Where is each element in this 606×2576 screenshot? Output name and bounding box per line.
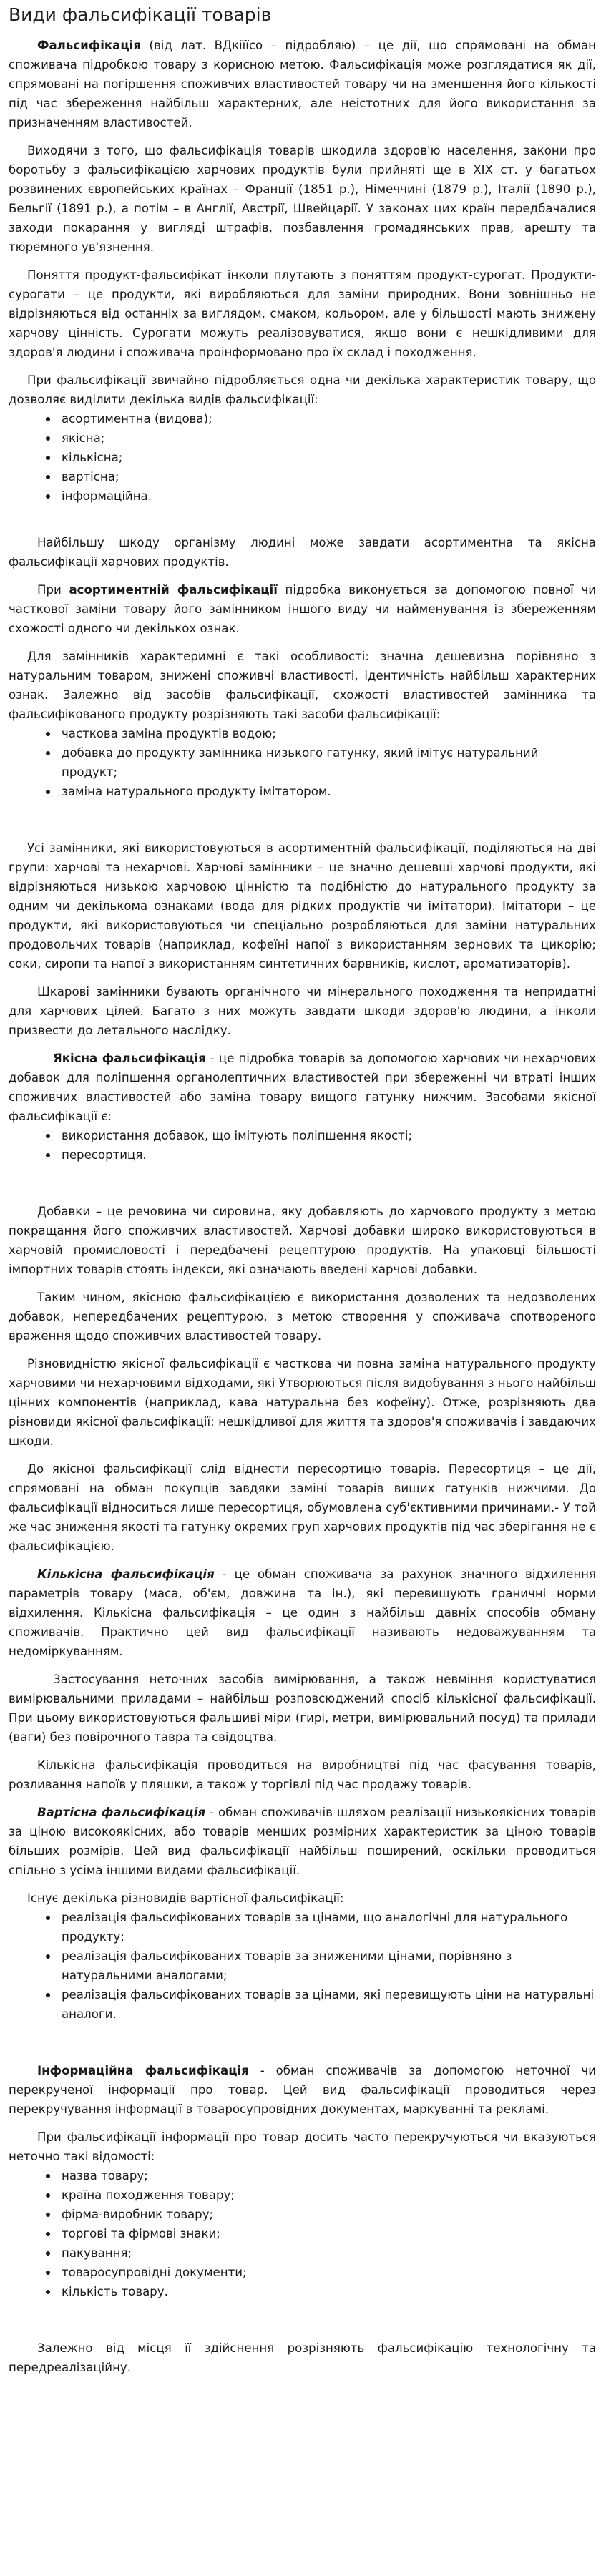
- paragraph-text: (від лат. ВДкіїїсо – підробляю) – це дії, що спрямовані на обман споживача підробкою товару з корисною метою. Фальсифікація може розглядатися як дії, спрямовані на погіршення споживчих властивостей товару чи на зменшення його кількості під час збереження найбільш характерних, але неістотних для його використання за призначенням властивостей.: [9, 39, 596, 129]
- list-info-details: [9, 2166, 596, 2301]
- paragraph-text: При: [37, 583, 69, 597]
- list-item: заміна натурального продукту імітатором.: [62, 782, 596, 801]
- list-item: часткова заміна продуктів водою;: [62, 724, 596, 743]
- list-item: країна походження товару;: [62, 2185, 596, 2205]
- paragraph-surrogates: Поняття продукт-фальсифікат інколи плутають з поняттям продукт-сурогат. Продукти-сурогати – це продукти, які виробляються для заміни природних. Вони зовнішньо не відрізняються від останніх за виглядом, смаком, кольором, але у більшості мають знижену харчову цінність. Сурогати можуть реалізовуватися, якщо вони є нешкідливими для здоров'я людини і споживача проінформовано про їх склад і походження.: [9, 268, 596, 359]
- list-item: назва товару;: [62, 2166, 596, 2185]
- list-falsification-types: [9, 409, 596, 506]
- paragraph-info: [9, 2061, 596, 2119]
- paragraph-harmful-substitutes: Шкарові замінники бувають органічного чи мінерального походження та непридатні для харчових цілей. Багато з них можуть завдати шкоди здоров'ю людини, а інколи призвести до летального наслідку.: [9, 985, 596, 1037]
- paragraph-quality-variety: Різновидністю якісної фальсифікації є часткова чи повна заміна натурального продукту харчовими чи нехарчовими відходами, які Утворюються після видобування з нього найбільш цінних компонентів (наприклад, кава натуральна без кофеїну). Отже, розрізняють два різновиди якісної фальсифікації: нешкідливої для життя та здоров'я споживачів і завдаючих шкоди.: [9, 1357, 596, 1448]
- paragraph-conclusion: Залежно від місця її здійснення розрізняють фальсифікацію технологічну та передреалізаційну.: [9, 2341, 596, 2374]
- paragraph-additives: Добавки – це речовина чи сировина, яку добавляють до харчового продукту з метою покращання його споживчих властивостей. Харчові добавки широко використовуються в харчовій промисловості і передбачені рецептурою продуктів. На упаковці більшості імпортних товарів стоять індекси, які означають введені харчові добавки.: [9, 1205, 596, 1276]
- list-item: фірма-виробник товару;: [62, 2205, 596, 2224]
- term-falsification: Фальсифікація: [37, 39, 142, 52]
- list-item: товаросупровідні документи;: [62, 2263, 596, 2282]
- list-item: торгові та фірмові знаки;: [62, 2224, 596, 2243]
- article-body: [9, 36, 596, 2377]
- paragraph-cost: [9, 1803, 596, 1880]
- paragraph-measuring: Застосування неточних засобів вимірювання, а також невміння користуватися вимірювальними приладами – найбільш розповсюджений спосіб кількісної фальсифікації. При цьому використовуються фальшиві міри (гирі, метри, вимірювальний посуд) та прилади (ваги) без повірочного тавра та свідоцтва.: [9, 1673, 596, 1744]
- list-item: інформаційна.: [62, 486, 596, 506]
- paragraph-quantity-where: Кількісна фальсифікація проводиться на виробництві під час фасування товарів, розливання напоїв у пляшки, а також у торгівлі під час продажу товарів.: [9, 1758, 596, 1791]
- term-assortment: асортиментній фальсифікації: [69, 583, 278, 597]
- term-quality: Якісна фальсифікація: [53, 1052, 206, 1065]
- list-falsification-means: [9, 724, 596, 801]
- list-item: реалізація фальсифікованих товарів за цінами, що аналогічні для натурального продукту;: [62, 1908, 596, 1946]
- list-item: якісна;: [62, 428, 596, 448]
- paragraph-types-intro: При фальсифікації звичайно підробляється одна чи декілька характеристик товару, що дозволяє виділити декілька видів фальсифікації:: [9, 373, 596, 406]
- page-title: Види фальсифікації товарів: [9, 4, 272, 25]
- list-item: кількісна;: [62, 448, 596, 467]
- paragraph-substitute-groups: Усі замінники, які використовуються в асортиментній фальсифікації, поділяються на дві групи: харчові та нехарчові. Харчові замінники – це значно дешевші харчові продукти, які відрізняються низькою харчовою цінністю та подібністю до натурального продукту за одним чи декількома ознаками (вода для рідких продуктів чи імітатори). Імітатори – це продукти, які використовуються чи спеціально розробляються для заміни натуральних продовольчих товарів (наприклад, кофеїні напої з використанням зернових та цикорію; соки, сиропи та напої з використанням синтетичних барвників, кислот, ароматизаторів).: [9, 841, 596, 971]
- list-item: асортиментна (видова);: [62, 409, 596, 428]
- paragraph-definition: [9, 36, 596, 132]
- paragraph-substitutes: Для замінників характеримні є такі особливості: значна дешевизна порівняно з натуральним товаром, знижені споживчі властивості, ідентичність найбільш характерних ознак. Залежно від засобів фальсифікації, схожості властивостей замінника та фальсифікованого продукту розрізняють такі засоби фальсифікації:: [9, 650, 596, 721]
- list-quality-means: [9, 1126, 596, 1165]
- list-item: використання добавок, що імітують поліпшення якості;: [62, 1126, 596, 1145]
- paragraph-text: - обман споживачів за допомогою неточної чи перекрученої інформації про товар. Цей вид фальсифікації проводиться через перекручування інформації в товаросупровідних документах, маркуванні та рекламі.: [9, 2064, 596, 2116]
- paragraph-resorting: До якісної фальсифікації слід віднести пересортицю товарів. Пересортиця – це дії, спрямовані на обман покупців завдяки заміні товарів вищих гатунків нижчими. До фальсифікації відноситься лише пересортиця, обумовлена суб'єктивними причинами.- У той же час зниження якості та гатунку окремих груп харчових продуктів під час зберігання не є фальсифікацією.: [9, 1462, 596, 1553]
- paragraph-info-details: При фальсифікації інформації про товар досить часто перекручуються чи вказуються неточно такі відомості:: [9, 2130, 596, 2163]
- list-item: пакування;: [62, 2243, 596, 2263]
- list-item: кількість товару.: [62, 2282, 596, 2301]
- paragraph-text: підробка виконується за допомогою повної чи часткової заміни товару його замінником іншого виду чи найменування із збереженням схожості одного чи декількох ознак.: [9, 583, 596, 635]
- paragraph-quality: [9, 1049, 596, 1126]
- term-quantity: Кількісна фальсифікація: [37, 1567, 215, 1581]
- list-item: добавка до продукту замінника низького гатунку, який імітує натуральний продукт;: [62, 743, 596, 782]
- paragraph-quantity: [9, 1564, 596, 1661]
- term-cost: Вартісна фальсифікація: [37, 1806, 206, 1819]
- paragraph-cost-variety: Існує декілька різновидів вартісної фальсифікації:: [27, 1891, 344, 1905]
- list-cost-variety: [9, 1908, 596, 2024]
- list-item: вартісна;: [62, 467, 596, 486]
- paragraph-most-harm: Найбільшу шкоду організму людині може завдати асортиментна та якісна фальсифікації харчових продуктів.: [9, 536, 596, 569]
- paragraph-text: - це підробка товарів за допомогою харчових чи нехарчових добавок для поліпшення органолептичних властивостей при збереженні чи втраті інших споживчих властивостей або заміна товару вищого гатунку нижчим. Засобами якісної фальсифікації є:: [9, 1052, 596, 1123]
- list-item: реалізація фальсифікованих товарів за зниженими цінами, порівняно з натуральними аналогами;: [62, 1946, 596, 1985]
- paragraph-assortment: [9, 580, 596, 638]
- paragraph-text: - обман споживачів шляхом реалізації низькоякісних товарів за ціною високоякісних, або товарів менших розмірних характеристик за ціною товарів більших розмірів. Цей вид фальсифікації найбільш поширений, оскільки проводиться спільно з усіма іншими видами фальсифікації.: [9, 1806, 596, 1877]
- term-info: Інформаційна фальсифікація: [37, 2064, 249, 2077]
- list-item: пересортиця.: [62, 1145, 596, 1165]
- paragraph-text: - це обман споживача за рахунок значного відхилення параметрів товару (маса, об'єм, довжина та ін.), які перевищують граничні норми відхилення. Кількісна фальсифікація – це один з найбільш давніх способів обману споживачів. Практично цей вид фальсифікації називають недоважуванням та недоміркуванням.: [9, 1567, 596, 1658]
- list-item: реалізація фальсифікованих товарів за цінами, які перевищують ціни на натуральні аналоги.: [62, 1985, 596, 2024]
- paragraph-history: Виходячи з того, що фальсифікація товарів шкодила здоров'ю населення, закони про боротьбу з фальсифікацією харчових продуктів були прийняті ще в ХІХ ст. у багатьох розвинених європейських країнах – Франції (1851 р.), Німеччині (1879 р.), Італії (1890 р.), Бельгії (1891 р.), а потім – в Англії, Австрії, Швейцарії. У законах цих країн передбачалися заходи покарання у вигляді штрафів, позбавлення громадянських прав, арешту та тюремного ув'язнення.: [9, 144, 596, 254]
- paragraph-thus: Таким чином, якісною фальсифікацією є використання дозволених та недозволених добавок, непередбачених рецептурою, з метою створення у споживача спотвореного враження щодо споживчих властивостей товару.: [9, 1291, 596, 1343]
